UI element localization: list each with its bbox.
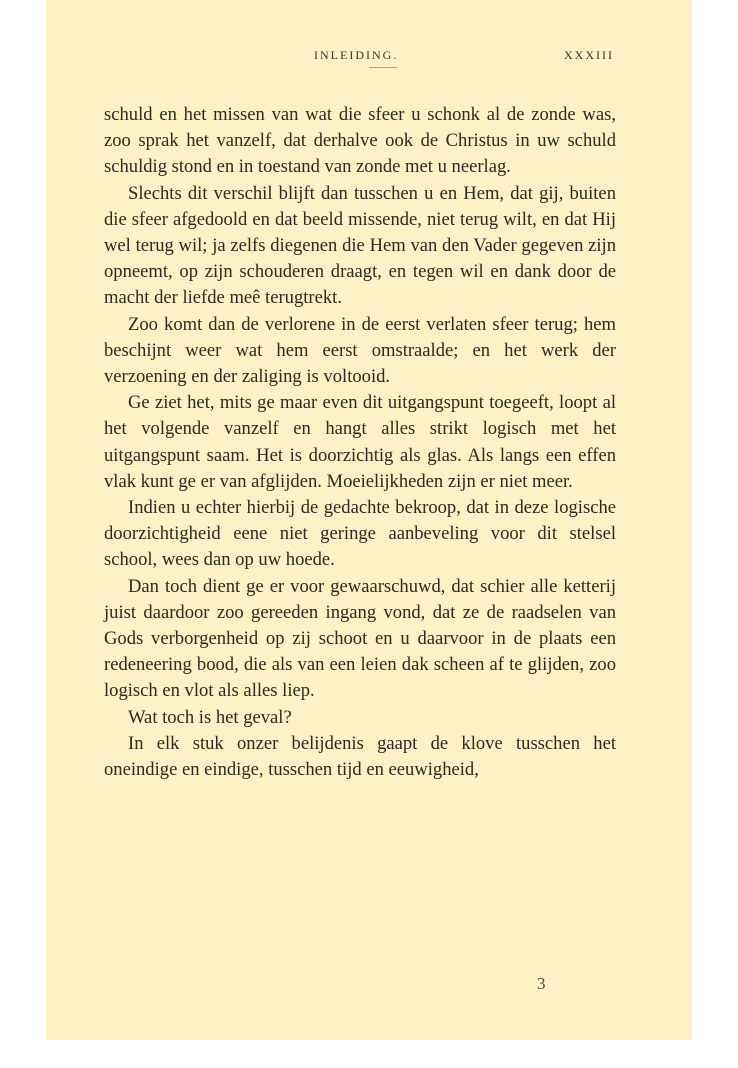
paragraph: Dan toch dient ge er voor gewaarschuwd, dat schier alle ketterij juist daardoor zoo gereeden ingang vond, dat ze de raadselen van Gods verborgenheid op zij schoot en u daarvoor in de plaats een redeneering bood, die als van een leien dak scheen af te glijden, zoo logisch en vlot als alles liep. (104, 575, 616, 702)
running-title: INLEIDING. (314, 48, 399, 62)
running-header (46, 48, 692, 68)
book-page (46, 0, 692, 1040)
paragraph: Zoo komt dan de verlorene in de eerst verlaten sfeer terug; hem beschijnt weer wat hem eerst omstraalde; en het werk der verzoening en der zaliging is voltooid. (104, 313, 616, 388)
signature-number: 3 (537, 974, 546, 993)
roman-page-number: XXXIII (564, 48, 614, 62)
paragraph: Slechts dit verschil blijft dan tusschen u en Hem, dat gij, buiten die sfeer afgedoold en dat beeld missende, niet terug wilt, en dat Hij wel terug wil; ja zelfs diegenen die Hem van den Vader gegeven zijn opneemt, op zijn schouderen draagt, en tegen wil en dank door de macht der liefde meê terugtrekt. (104, 182, 616, 309)
body-text (104, 102, 616, 783)
paragraph: Wat toch is het geval? (128, 706, 292, 728)
paragraph: In elk stuk onzer belijdenis gaapt de klove tusschen het oneindige en eindige, tusschen tijd en eeuwigheid, (104, 732, 616, 781)
header-ornament (369, 67, 397, 71)
paragraph: schuld en het missen van wat die sfeer u schonk al de zonde was, zoo sprak het vanzelf, dat derhalve ook de Christus in uw schuld schuldig stond en in toestand van zonde met u neerlag. (104, 104, 616, 178)
paragraph: Indien u echter hierbij de gedachte bekroop, dat in deze logische doorzichtigheid eene niet geringe aanbeveling voor dit stelsel school, wees dan op uw hoede. (104, 497, 616, 571)
paragraph: Ge ziet het, mits ge maar even dit uitgangspunt toegeeft, loopt al het volgende vanzelf en hangt alles strikt logisch met het uitgangspunt saam. Het is doorzichtig als glas. Als langs een effen vlak kunt ge er van afglijden. Moeielijkheden zijn er niet meer. (104, 392, 616, 492)
